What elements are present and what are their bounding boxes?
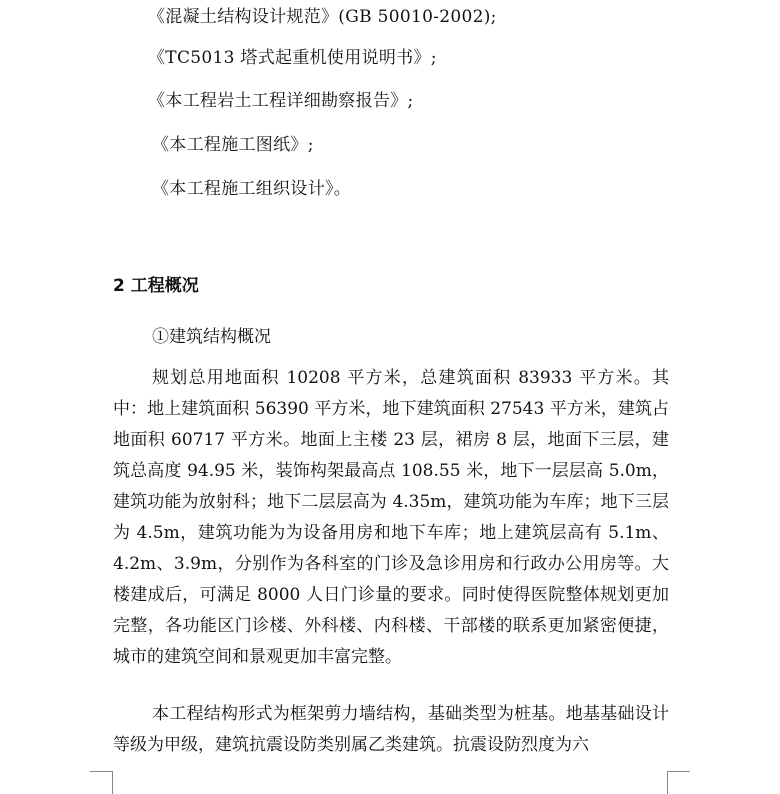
body-paragraph: 规划总用地面积 10208 平方米，总建筑面积 83933 平方米。其中：地上建筑面积 56390 平方米，地下建筑面积 27543 平方米，建筑占地面积 60717 平方米。地面上主楼 23 层，裙房 8 层，地面下三层，建筑总高度 94.95 米，装饰构架最高点 108.55 米，地下一层层高 5.0m，建筑功能为放射科；地下二层层高为 4.35m，建筑功能为车库；地下三层为 4.5m，建筑功能为为设备用房和地下车库；地上建筑层高有 5.1m、4.2m、3.9m，分别作为各科室的门诊及急诊用房和行政办公用房等。大楼建成后，可满足 8000 人日门诊量的要求。同时使得医院整体规划更加完整，各功能区门诊楼、外科楼、内科楼、干部楼的联系更加紧密便捷，城市的建筑空间和景观更加丰富完整。 — [113, 368, 669, 667]
subsection-heading: ①建筑结构概况 — [152, 327, 271, 347]
reference-item: 《TC5013 塔式起重机使用说明书》; — [148, 48, 437, 68]
reference-item: 《本工程施工组织设计》。 — [152, 179, 352, 199]
reference-item: 《本工程岩土工程详细勘察报告》; — [148, 91, 414, 111]
reference-item: 《混凝土结构设计规范》(GB 50010-2002); — [148, 7, 497, 27]
body-paragraph: 本工程结构形式为框架剪力墙结构，基础类型为桩基。地基基础设计等级为甲级，建筑抗震设防类别属乙类建筑。抗震设防烈度为六 — [113, 704, 669, 755]
section-heading: 2 工程概况 — [113, 276, 199, 296]
page-corner-mark — [667, 771, 690, 794]
page-corner-mark — [90, 771, 113, 794]
reference-item: 《本工程施工图纸》; — [152, 135, 314, 155]
